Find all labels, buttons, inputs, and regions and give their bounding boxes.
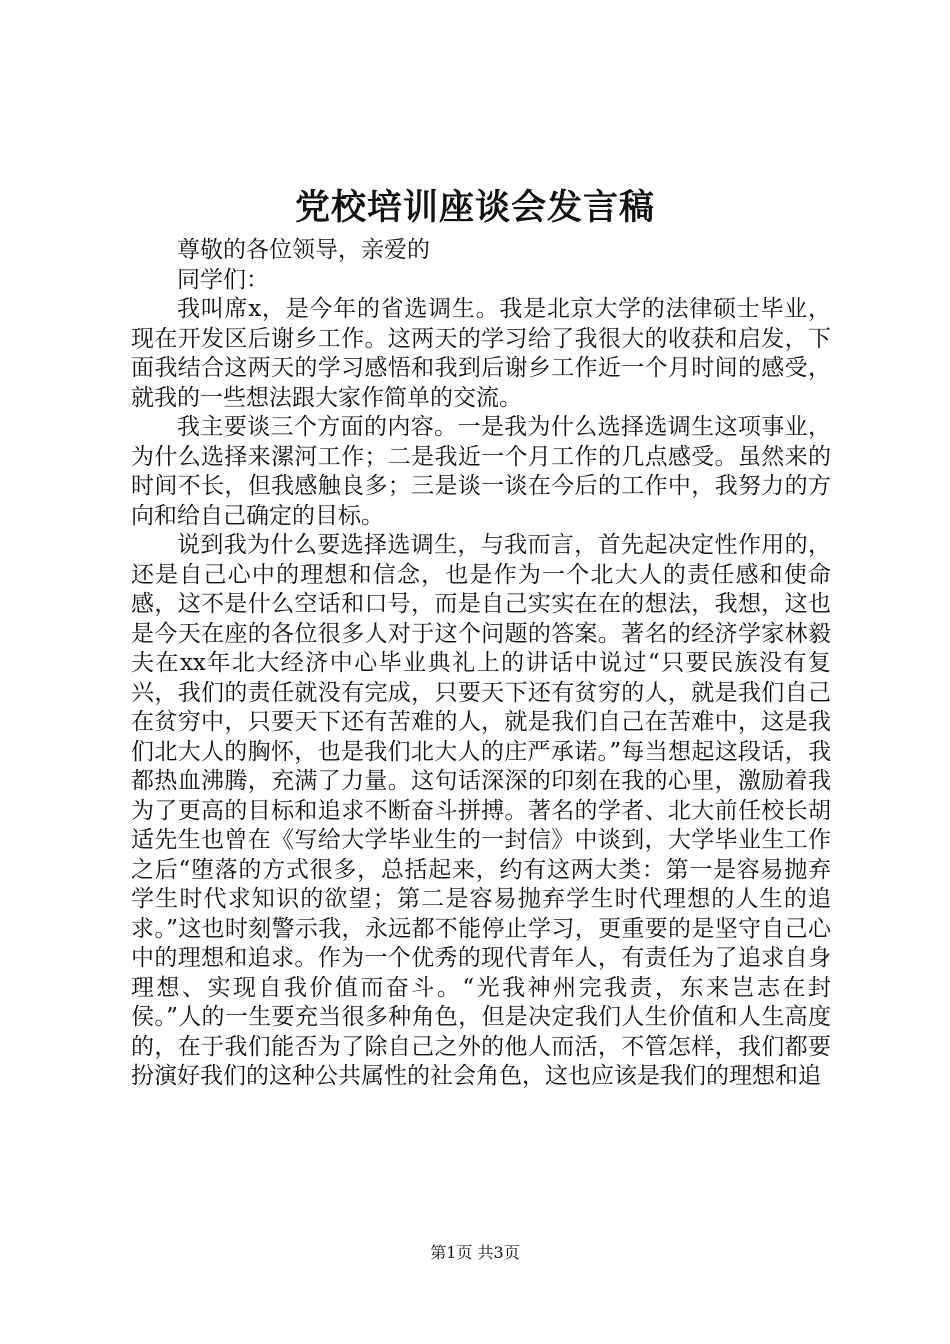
document-title: 党校培训座谈会发言稿 [294,187,655,228]
salutation-line-1: 尊敬的各位领导，亲爱的 [177,237,430,263]
paragraph-outline: 我主要谈三个方面的内容。一是我为什么选择选调生这项事业，为什么选择来漯河工作；二是我近一个月工作的几点感受。虽然来的时间不长，但我感触良多；三是谈一谈在今后的工作中，我努力的方向和给自己确定的目标。 [131,414,831,529]
paragraph-reason: 说到我为什么要选择选调生，与我而言，首先起决定性作用的，还是自己心中的理想和信念，也是作为一个北大人的责任感和使命感，这不是什么空话和口号，而是自己实实在在的想法，我想，这也是今天在座的各位很多人对于这个问题的答案。著名的经济学家林毅夫在xx年北大经济中心毕业典礼上的讲话中说过“只要民族没有复兴，我们的责任就没有完成，只要天下还有贫穷的人，就是我们自己在贫穷中，只要天下还有苦难的人，就是我们自己在苦难中，这是我们北大人的胸怀，也是我们北大人的庄严承诺。”每当想起这段话，我都热血沸腾，充满了力量。这句话深深的印刻在我的心里，激励着我为了更高的目标和追求不断奋斗拼搏。著名的学者、北大前任校长胡适先生也曾在《写给大学毕业生的一封信》中谈到，大学毕业生工作之后“堕落的方式很多，总括起来，约有这两大类：第一是容易抛弃学生时代求知识的欲望；第二是容易抛弃学生时代理想的人生的追求。”这也时刻警示我，永远都不能停止学习，更重要的是坚守自己心中的理想和追求。作为一个优秀的现代青年人，有责任为了追求自身理想、实现自我价值而奋斗。“光我神州完我责，东来岂志在封侯。”人的一生要充当很多种角色，但是决定我们人生价值和人生高度的，在于我们能否为了除自己之外的他人而活，不管怎样，我们都要扮演好我们的这种公共属性的社会角色，这也应该是我们的理想和追 [131,532,831,1089]
paragraph-intro: 我叫席x，是今年的省选调生。我是北京大学的法律硕士毕业，现在开发区后谢乡工作。这两天的学习给了我很大的收获和启发，下面我结合这两天的学习感悟和我到后谢乡工作近一个月时间的感受，就我的一些想法跟大家作简单的交流。 [131,296,831,411]
page-number-footer: 第1页 共3页 [430,1243,520,1262]
salutation-line-2: 同学们： [177,266,269,293]
document-body [131,236,831,1092]
